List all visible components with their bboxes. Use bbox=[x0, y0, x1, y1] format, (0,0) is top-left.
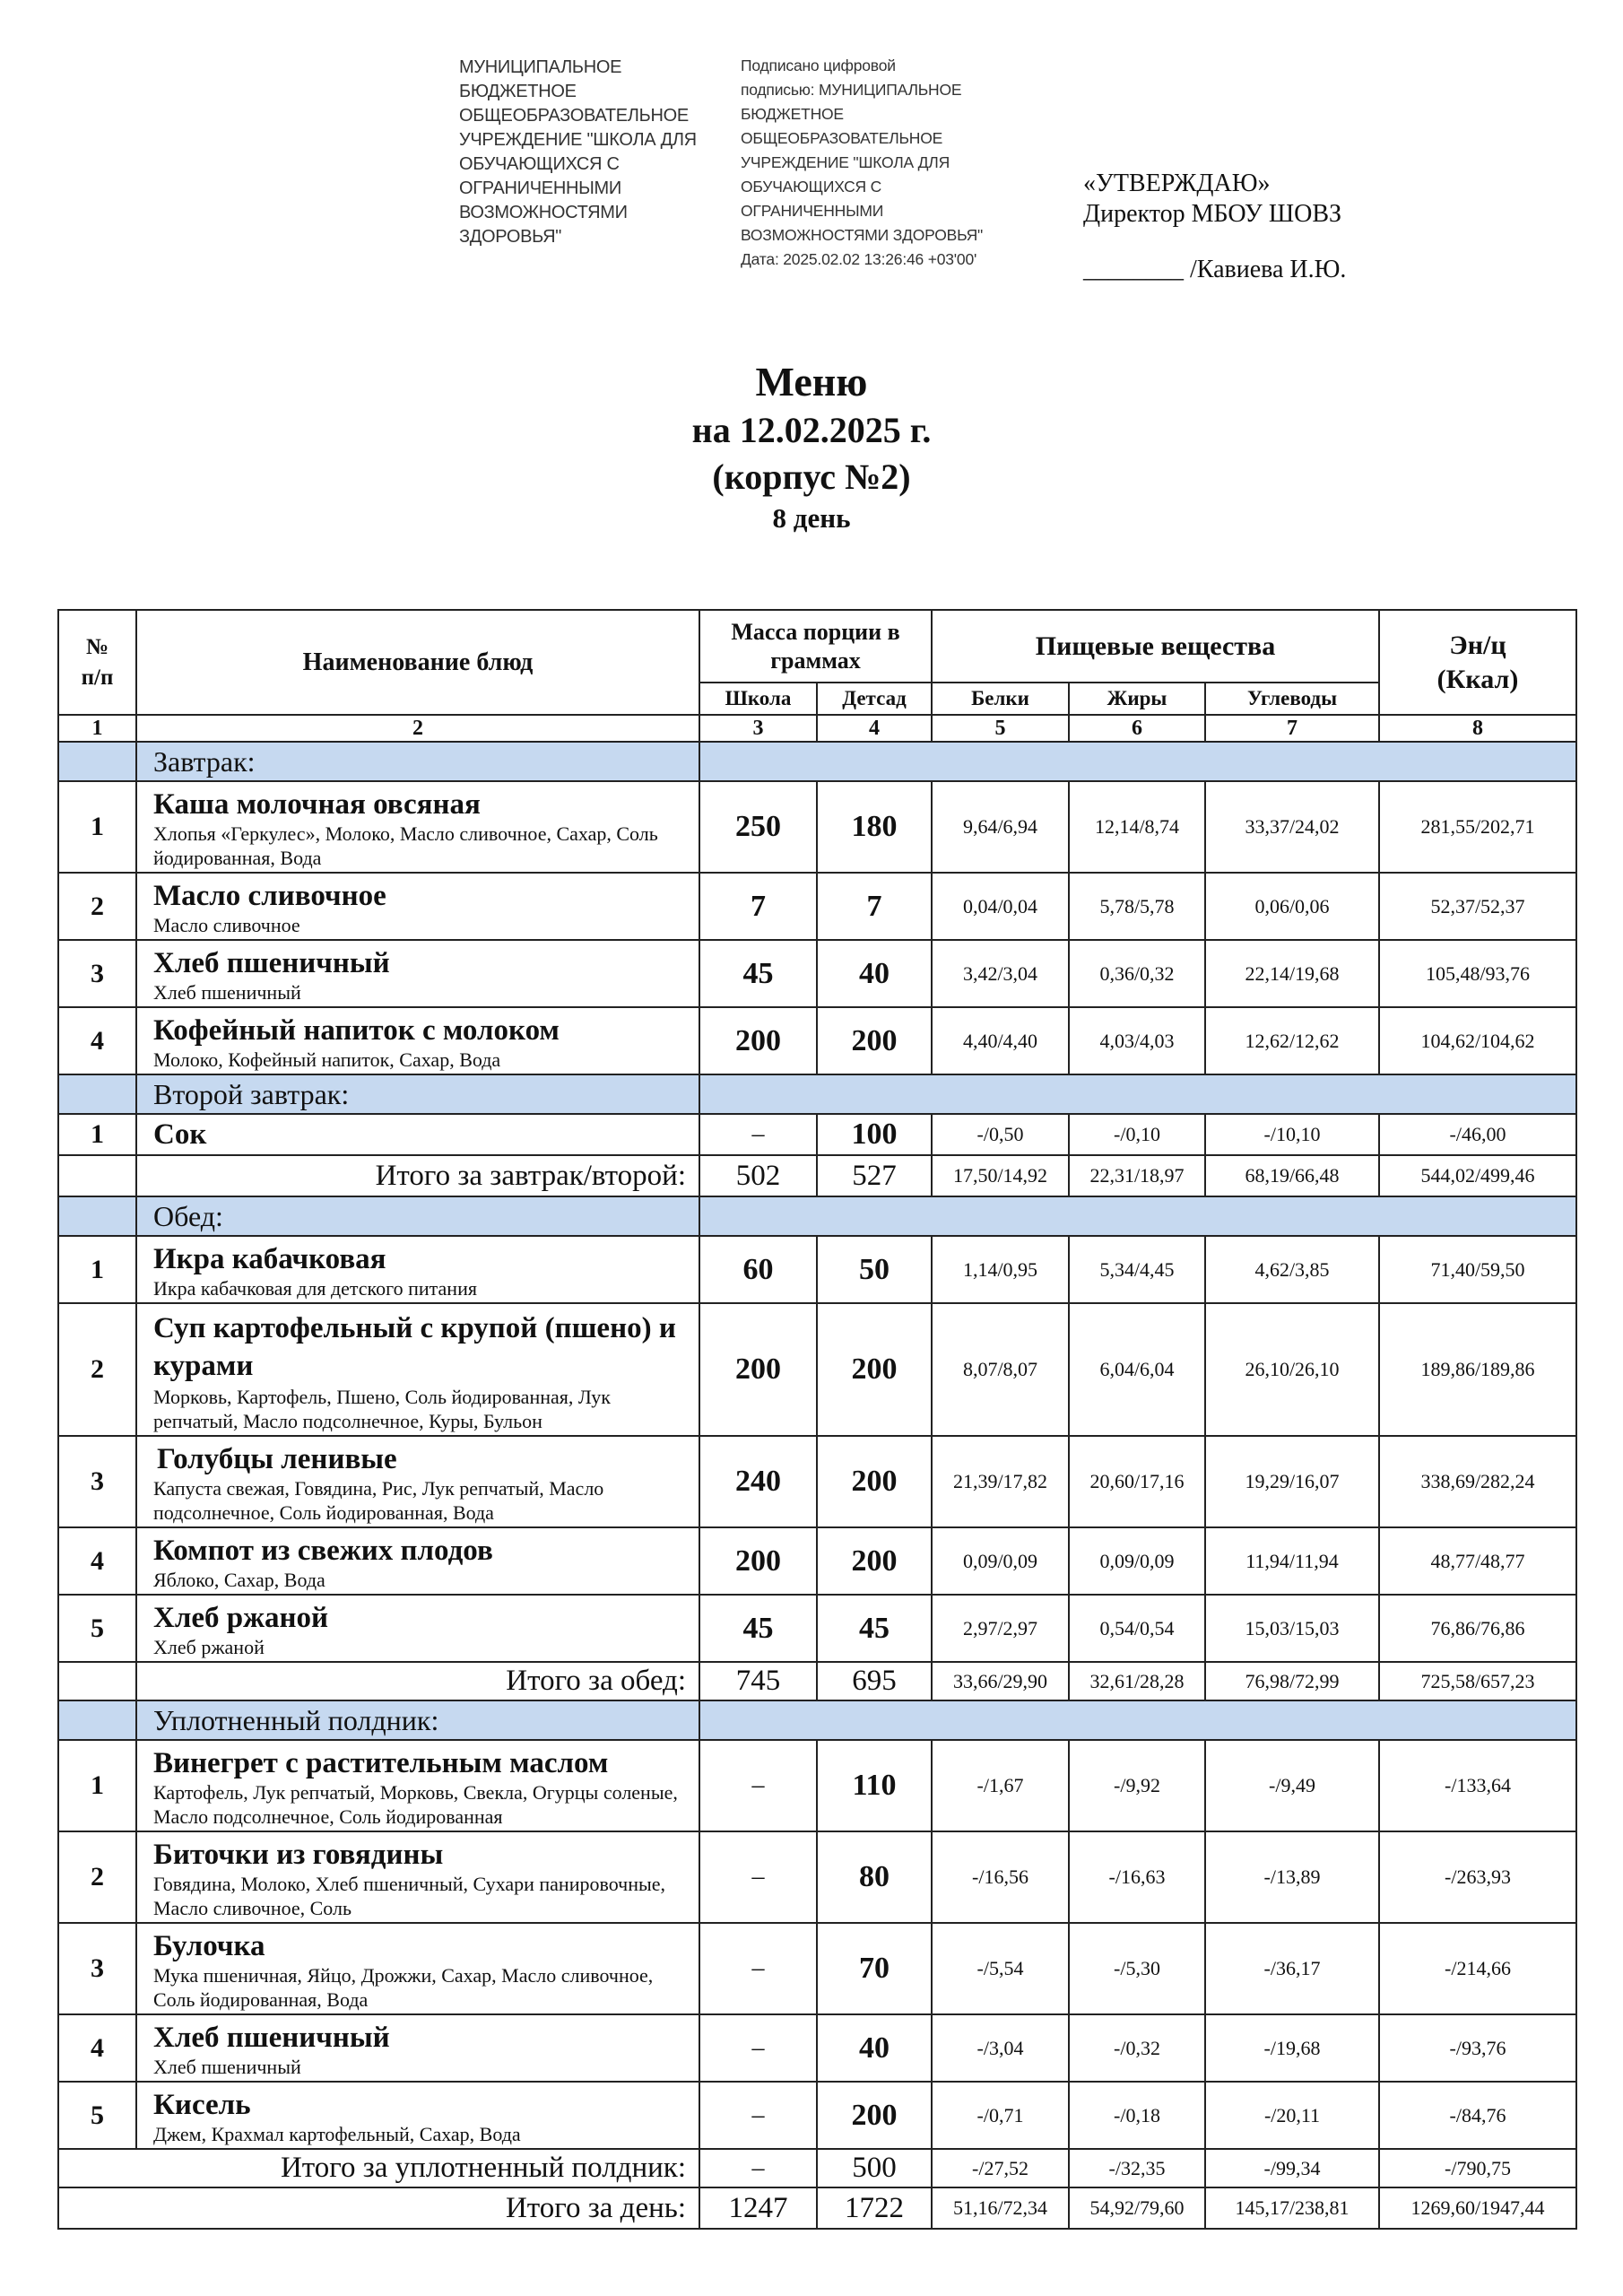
signature-date: Дата: 2025.02.02 13:26:46 +03'00' bbox=[741, 250, 977, 268]
mass-school: 200 bbox=[699, 1527, 817, 1595]
dish-ingredients: Говядина, Молоко, Хлеб пшеничный, Сухари панировочные, Масло сливочное, Соль bbox=[153, 1873, 666, 1919]
dish-name: Хлеб ржаной bbox=[153, 1602, 329, 1634]
digital-signature-block bbox=[741, 54, 1037, 272]
total-energy: 544,02/499,46 bbox=[1379, 1155, 1576, 1196]
table-row bbox=[58, 1236, 1576, 1303]
empty-cell bbox=[699, 1074, 1576, 1114]
energy-value: 48,77/48,77 bbox=[1379, 1527, 1576, 1595]
row-number: 1 bbox=[58, 1236, 136, 1303]
proteins-value: 0,09/0,09 bbox=[932, 1527, 1069, 1595]
dish-ingredients: Молоко, Кофейный напиток, Сахар, Вода bbox=[153, 1048, 501, 1071]
carbs-value: 26,10/26,10 bbox=[1205, 1303, 1379, 1436]
dish-cell bbox=[136, 940, 699, 1007]
header-kindergarten: Детсад bbox=[817, 683, 932, 715]
energy-value: 71,40/59,50 bbox=[1379, 1236, 1576, 1303]
header-row bbox=[58, 610, 1576, 683]
carbs-value: 19,29/16,07 bbox=[1205, 1436, 1379, 1527]
proteins-value: -/5,54 bbox=[932, 1923, 1069, 2014]
table-row bbox=[58, 1114, 1576, 1155]
col-number: 2 bbox=[136, 715, 699, 742]
signature-line: Подписано цифровой bbox=[741, 57, 896, 74]
mass-kindergarten: 70 bbox=[817, 1923, 932, 2014]
total-fats: -/32,35 bbox=[1069, 2149, 1205, 2187]
proteins-value: -/0,71 bbox=[932, 2082, 1069, 2149]
table-row bbox=[58, 1527, 1576, 1595]
dish-ingredients: Хлеб ржаной bbox=[153, 1636, 265, 1658]
signature-line: УЧРЕЖДЕНИЕ "ШКОЛА ДЛЯ bbox=[741, 153, 950, 171]
mass-school: 200 bbox=[699, 1007, 817, 1074]
table-row bbox=[58, 1436, 1576, 1527]
section-label: Второй завтрак: bbox=[136, 1074, 699, 1114]
energy-value: 105,48/93,76 bbox=[1379, 940, 1576, 1007]
table-row bbox=[58, 1740, 1576, 1831]
col-number: 6 bbox=[1069, 715, 1205, 742]
row-number: 2 bbox=[58, 1303, 136, 1436]
total-row-lunch bbox=[58, 1662, 1576, 1700]
proteins-value: -/1,67 bbox=[932, 1740, 1069, 1831]
energy-value: 338,69/282,24 bbox=[1379, 1436, 1576, 1527]
section-row-breakfast bbox=[58, 742, 1576, 781]
approval-signature-line: ________ /Кавиева И.Ю. bbox=[1083, 256, 1347, 283]
header-school: Школа bbox=[699, 683, 817, 715]
header-proteins: Белки bbox=[932, 683, 1069, 715]
table-row bbox=[58, 1303, 1576, 1436]
carbs-value: -/10,10 bbox=[1205, 1114, 1379, 1155]
total-row-breakfast bbox=[58, 1155, 1576, 1196]
row-number: 1 bbox=[58, 1114, 136, 1155]
signature-line: подписью: МУНИЦИПАЛЬНОЕ bbox=[741, 81, 962, 99]
empty-cell bbox=[699, 1196, 1576, 1236]
energy-value: -/84,76 bbox=[1379, 2082, 1576, 2149]
carbs-value: -/36,17 bbox=[1205, 1923, 1379, 2014]
energy-value: -/46,00 bbox=[1379, 1114, 1576, 1155]
row-number: 4 bbox=[58, 1007, 136, 1074]
dish-cell bbox=[136, 1923, 699, 2014]
dish-name: Кисель bbox=[153, 2089, 251, 2121]
title-day: 8 день bbox=[772, 502, 851, 534]
fats-value: 20,60/17,16 bbox=[1069, 1436, 1205, 1527]
signature-line: ВОЗМОЖНОСТЯМИ ЗДОРОВЬЯ" bbox=[741, 226, 984, 244]
proteins-value: 4,40/4,40 bbox=[932, 1007, 1069, 1074]
mass-kindergarten: 200 bbox=[817, 1007, 932, 1074]
row-number: 5 bbox=[58, 2082, 136, 2149]
mass-school: 250 bbox=[699, 781, 817, 873]
total-label: Итого за уплотненный полдник: bbox=[58, 2149, 699, 2187]
mass-school: – bbox=[699, 2082, 817, 2149]
row-number: 5 bbox=[58, 1595, 136, 1662]
header-nutrients: Пищевые вещества bbox=[932, 610, 1379, 683]
signature-line: ОБУЧАЮЩИХСЯ С bbox=[741, 178, 882, 196]
fats-value: 4,03/4,03 bbox=[1069, 1007, 1205, 1074]
total-proteins: 17,50/14,92 bbox=[932, 1155, 1069, 1196]
fats-value: -/9,92 bbox=[1069, 1740, 1205, 1831]
dish-ingredients: Мука пшеничная, Яйцо, Дрожжи, Сахар, Масло сливочное, Соль йодированная, Вода bbox=[153, 1964, 654, 2011]
dish-name: Каша молочная овсяная bbox=[153, 788, 481, 821]
dish-cell bbox=[136, 873, 699, 940]
energy-value: 76,86/76,86 bbox=[1379, 1595, 1576, 1662]
dish-ingredients: Яблоко, Сахар, Вода bbox=[153, 1569, 325, 1591]
total-mass-kindergarten: 527 bbox=[817, 1155, 932, 1196]
carbs-value: -/19,68 bbox=[1205, 2014, 1379, 2082]
mass-kindergarten: 200 bbox=[817, 1527, 932, 1595]
empty-cell bbox=[58, 1196, 136, 1236]
mass-school: 200 bbox=[699, 1303, 817, 1436]
dish-ingredients: Морковь, Картофель, Пшено, Соль йодированная, Лук репчатый, Масло подсолнечное, Куры, Бульон bbox=[153, 1386, 611, 1432]
title-date: на 12.02.2025 г. bbox=[691, 410, 932, 450]
dish-ingredients: Масло сливочное bbox=[153, 914, 300, 936]
dish-ingredients: Хлеб пшеничный bbox=[153, 2056, 301, 2078]
dish-ingredients: Джем, Крахмал картофельный, Сахар, Вода bbox=[153, 2123, 521, 2145]
empty-cell bbox=[58, 1074, 136, 1114]
column-number-row bbox=[58, 715, 1576, 742]
mass-kindergarten: 200 bbox=[817, 2082, 932, 2149]
org-line: ОГРАНИЧЕННЫМИ bbox=[459, 178, 621, 198]
col-number: 4 bbox=[817, 715, 932, 742]
section-label: Завтрак: bbox=[136, 742, 699, 781]
section-row-second-breakfast bbox=[58, 1074, 1576, 1114]
mass-school: – bbox=[699, 2014, 817, 2082]
page-title bbox=[0, 357, 1623, 536]
row-number: 3 bbox=[58, 1436, 136, 1527]
mass-school: 45 bbox=[699, 940, 817, 1007]
dish-name: Компот из свежих плодов bbox=[153, 1535, 493, 1567]
proteins-value: 3,42/3,04 bbox=[932, 940, 1069, 1007]
fats-value: -/16,63 bbox=[1069, 1831, 1205, 1923]
carbs-value: 0,06/0,06 bbox=[1205, 873, 1379, 940]
total-row-day bbox=[58, 2187, 1576, 2229]
total-mass-school: 745 bbox=[699, 1662, 817, 1700]
proteins-value: 2,97/2,97 bbox=[932, 1595, 1069, 1662]
fats-value: 6,04/6,04 bbox=[1069, 1303, 1205, 1436]
dish-name: Икра кабачковая bbox=[153, 1243, 386, 1275]
row-number: 1 bbox=[58, 781, 136, 873]
row-number: 3 bbox=[58, 940, 136, 1007]
row-number: 2 bbox=[58, 873, 136, 940]
total-fats: 22,31/18,97 bbox=[1069, 1155, 1205, 1196]
table-row bbox=[58, 1007, 1576, 1074]
table-row bbox=[58, 940, 1576, 1007]
org-line: УЧРЕЖДЕНИЕ "ШКОЛА ДЛЯ bbox=[459, 130, 697, 150]
total-proteins: -/27,52 bbox=[932, 2149, 1069, 2187]
approval-position: Директор МБОУ ШОВЗ bbox=[1083, 200, 1342, 228]
mass-kindergarten: 100 bbox=[817, 1114, 932, 1155]
header-name: Наименование блюд bbox=[136, 610, 699, 715]
fats-value: 0,54/0,54 bbox=[1069, 1595, 1205, 1662]
total-proteins: 51,16/72,34 bbox=[932, 2187, 1069, 2229]
empty-cell bbox=[58, 1662, 136, 1700]
fats-value: -/0,18 bbox=[1069, 2082, 1205, 2149]
total-carbs: 145,17/238,81 bbox=[1205, 2187, 1379, 2229]
fats-value: 5,78/5,78 bbox=[1069, 873, 1205, 940]
mass-school: 240 bbox=[699, 1436, 817, 1527]
energy-value: -/214,66 bbox=[1379, 1923, 1576, 2014]
empty-cell bbox=[58, 1155, 136, 1196]
fats-value: 5,34/4,45 bbox=[1069, 1236, 1205, 1303]
total-label: Итого за обед: bbox=[136, 1662, 699, 1700]
carbs-value: -/9,49 bbox=[1205, 1740, 1379, 1831]
mass-kindergarten: 110 bbox=[817, 1740, 932, 1831]
mass-kindergarten: 40 bbox=[817, 2014, 932, 2082]
total-mass-school: 502 bbox=[699, 1155, 817, 1196]
col-number: 7 bbox=[1205, 715, 1379, 742]
total-label: Итого за день: bbox=[58, 2187, 699, 2229]
dish-name: Хлеб пшеничный bbox=[153, 2022, 390, 2054]
mass-kindergarten: 180 bbox=[817, 781, 932, 873]
row-number: 2 bbox=[58, 1831, 136, 1923]
total-mass-school: 1247 bbox=[699, 2187, 817, 2229]
dish-cell bbox=[136, 1740, 699, 1831]
dish-cell bbox=[136, 1527, 699, 1595]
energy-value: -/93,76 bbox=[1379, 2014, 1576, 2082]
mass-kindergarten: 40 bbox=[817, 940, 932, 1007]
mass-school: – bbox=[699, 1923, 817, 2014]
mass-school: 60 bbox=[699, 1236, 817, 1303]
total-mass-kindergarten: 695 bbox=[817, 1662, 932, 1700]
col-number: 1 bbox=[58, 715, 136, 742]
empty-cell bbox=[58, 1700, 136, 1740]
table-row bbox=[58, 873, 1576, 940]
dish-name: Булочка bbox=[153, 1930, 265, 1962]
mass-kindergarten: 50 bbox=[817, 1236, 932, 1303]
col-number: 3 bbox=[699, 715, 817, 742]
section-label: Уплотненный полдник: bbox=[136, 1700, 699, 1740]
dish-cell bbox=[136, 2082, 699, 2149]
organization-name-block bbox=[459, 56, 728, 249]
table-row bbox=[58, 781, 1576, 873]
mass-kindergarten: 7 bbox=[817, 873, 932, 940]
dish-name: Голубцы ленивые bbox=[157, 1443, 397, 1475]
total-fats: 54,92/79,60 bbox=[1069, 2187, 1205, 2229]
dish-ingredients: Картофель, Лук репчатый, Морковь, Свекла, Огурцы соленые, Масло подсолнечное, Соль йодированная bbox=[153, 1781, 678, 1828]
proteins-value: 8,07/8,07 bbox=[932, 1303, 1069, 1436]
energy-value: 104,62/104,62 bbox=[1379, 1007, 1576, 1074]
proteins-value: -/3,04 bbox=[932, 2014, 1069, 2082]
proteins-value: -/0,50 bbox=[932, 1114, 1069, 1155]
total-row-snack bbox=[58, 2149, 1576, 2187]
table-row bbox=[58, 2014, 1576, 2082]
section-label: Обед: bbox=[136, 1196, 699, 1236]
dish-cell bbox=[136, 1595, 699, 1662]
carbs-value: 33,37/24,02 bbox=[1205, 781, 1379, 873]
dish-cell bbox=[136, 1831, 699, 1923]
mass-kindergarten: 200 bbox=[817, 1303, 932, 1436]
total-proteins: 33,66/29,90 bbox=[932, 1662, 1069, 1700]
carbs-value: 22,14/19,68 bbox=[1205, 940, 1379, 1007]
signature-line: ОГРАНИЧЕННЫМИ bbox=[741, 202, 884, 220]
fats-value: -/0,10 bbox=[1069, 1114, 1205, 1155]
energy-value: 52,37/52,37 bbox=[1379, 873, 1576, 940]
table-row bbox=[58, 2082, 1576, 2149]
total-carbs: 68,19/66,48 bbox=[1205, 1155, 1379, 1196]
dish-cell bbox=[136, 1236, 699, 1303]
energy-value: 189,86/189,86 bbox=[1379, 1303, 1576, 1436]
dish-name: Суп картофельный с крупой (пшено) и курами bbox=[153, 1312, 676, 1382]
col-number: 5 bbox=[932, 715, 1069, 742]
dish-name: Биточки из говядины bbox=[153, 1839, 444, 1871]
row-number: 1 bbox=[58, 1740, 136, 1831]
dish-ingredients: Хлеб пшеничный bbox=[153, 981, 301, 1004]
fats-value: -/0,32 bbox=[1069, 2014, 1205, 2082]
header-energy: Эн/ц (Ккал) bbox=[1379, 610, 1576, 715]
dish-ingredients: Икра кабачковая для детского питания bbox=[153, 1277, 477, 1300]
carbs-value: 4,62/3,85 bbox=[1205, 1236, 1379, 1303]
fats-value: 0,36/0,32 bbox=[1069, 940, 1205, 1007]
total-fats: 32,61/28,28 bbox=[1069, 1662, 1205, 1700]
signature-line: БЮДЖЕТНОЕ bbox=[741, 105, 844, 123]
header-mass: Масса порции в граммах bbox=[699, 610, 932, 683]
org-line: МУНИЦИПАЛЬНОЕ bbox=[459, 57, 622, 77]
mass-school: 45 bbox=[699, 1595, 817, 1662]
title-building: (корпус №2) bbox=[712, 457, 911, 497]
mass-kindergarten: 45 bbox=[817, 1595, 932, 1662]
row-number: 4 bbox=[58, 1527, 136, 1595]
org-line: БЮДЖЕТНОЕ bbox=[459, 82, 577, 101]
mass-school: 7 bbox=[699, 873, 817, 940]
total-energy: 1269,60/1947,44 bbox=[1379, 2187, 1576, 2229]
empty-cell bbox=[58, 742, 136, 781]
dish-cell bbox=[136, 1303, 699, 1436]
col-number: 8 bbox=[1379, 715, 1576, 742]
total-energy: 725,58/657,23 bbox=[1379, 1662, 1576, 1700]
section-row-snack bbox=[58, 1700, 1576, 1740]
total-mass-school: – bbox=[699, 2149, 817, 2187]
dish-ingredients: Капуста свежая, Говядина, Рис, Лук репчатый, Масло подсолнечное, Соль йодированная, Вода bbox=[153, 1477, 604, 1524]
total-carbs: 76,98/72,99 bbox=[1205, 1662, 1379, 1700]
dish-name: Винегрет с растительным маслом bbox=[153, 1747, 609, 1779]
empty-cell bbox=[699, 742, 1576, 781]
signature-line: ОБЩЕОБРАЗОВАТЕЛЬНОЕ bbox=[741, 129, 943, 147]
carbs-value: 15,03/15,03 bbox=[1205, 1595, 1379, 1662]
org-line: ОБУЧАЮЩИХСЯ С bbox=[459, 154, 620, 174]
total-label: Итого за завтрак/второй: bbox=[136, 1155, 699, 1196]
energy-value: -/263,93 bbox=[1379, 1831, 1576, 1923]
dish-name: Хлеб пшеничный bbox=[153, 947, 390, 979]
dish-cell bbox=[136, 1436, 699, 1527]
row-number: 3 bbox=[58, 1923, 136, 2014]
menu-table bbox=[57, 609, 1577, 2230]
carbs-value: -/20,11 bbox=[1205, 2082, 1379, 2149]
table-row bbox=[58, 1923, 1576, 2014]
total-mass-kindergarten: 1722 bbox=[817, 2187, 932, 2229]
total-carbs: -/99,34 bbox=[1205, 2149, 1379, 2187]
dish-ingredients: Хлопья «Геркулес», Молоко, Масло сливочное, Сахар, Соль йодированная, Вода bbox=[153, 822, 658, 869]
total-energy: -/790,75 bbox=[1379, 2149, 1576, 2187]
mass-school: – bbox=[699, 1831, 817, 1923]
energy-value: -/133,64 bbox=[1379, 1740, 1576, 1831]
proteins-value: 21,39/17,82 bbox=[932, 1436, 1069, 1527]
carbs-value: -/13,89 bbox=[1205, 1831, 1379, 1923]
table-row bbox=[58, 1595, 1576, 1662]
header-num: № п/п bbox=[58, 610, 136, 715]
fats-value: 0,09/0,09 bbox=[1069, 1527, 1205, 1595]
dish-name: Кофейный напиток с молоком bbox=[153, 1014, 560, 1047]
section-row-lunch bbox=[58, 1196, 1576, 1236]
row-number: 4 bbox=[58, 2014, 136, 2082]
header-fats: Жиры bbox=[1069, 683, 1205, 715]
total-mass-kindergarten: 500 bbox=[817, 2149, 932, 2187]
proteins-value: -/16,56 bbox=[932, 1831, 1069, 1923]
title-main: Меню bbox=[755, 359, 868, 404]
carbs-value: 12,62/12,62 bbox=[1205, 1007, 1379, 1074]
org-line: ВОЗМОЖНОСТЯМИ bbox=[459, 203, 628, 222]
energy-value: 281,55/202,71 bbox=[1379, 781, 1576, 873]
proteins-value: 1,14/0,95 bbox=[932, 1236, 1069, 1303]
fats-value: 12,14/8,74 bbox=[1069, 781, 1205, 873]
header-carbs: Углеводы bbox=[1205, 683, 1379, 715]
approval-block bbox=[1083, 169, 1346, 285]
mass-kindergarten: 80 bbox=[817, 1831, 932, 1923]
dish-cell bbox=[136, 1007, 699, 1074]
carbs-value: 11,94/11,94 bbox=[1205, 1527, 1379, 1595]
mass-school: – bbox=[699, 1114, 817, 1155]
dish-name: Масло сливочное bbox=[153, 880, 386, 912]
dish-cell bbox=[136, 2014, 699, 2082]
org-line: ОБЩЕОБРАЗОВАТЕЛЬНОЕ bbox=[459, 106, 689, 126]
dish-cell bbox=[136, 781, 699, 873]
fats-value: -/5,30 bbox=[1069, 1923, 1205, 2014]
table-row bbox=[58, 1831, 1576, 1923]
approval-title: «УТВЕРЖДАЮ» bbox=[1083, 170, 1271, 197]
empty-cell bbox=[699, 1700, 1576, 1740]
mass-school: – bbox=[699, 1740, 817, 1831]
dish-cell bbox=[136, 1114, 699, 1155]
org-line: ЗДОРОВЬЯ" bbox=[459, 227, 562, 247]
proteins-value: 9,64/6,94 bbox=[932, 781, 1069, 873]
proteins-value: 0,04/0,04 bbox=[932, 873, 1069, 940]
dish-name: Сок bbox=[153, 1118, 207, 1151]
mass-kindergarten: 200 bbox=[817, 1436, 932, 1527]
